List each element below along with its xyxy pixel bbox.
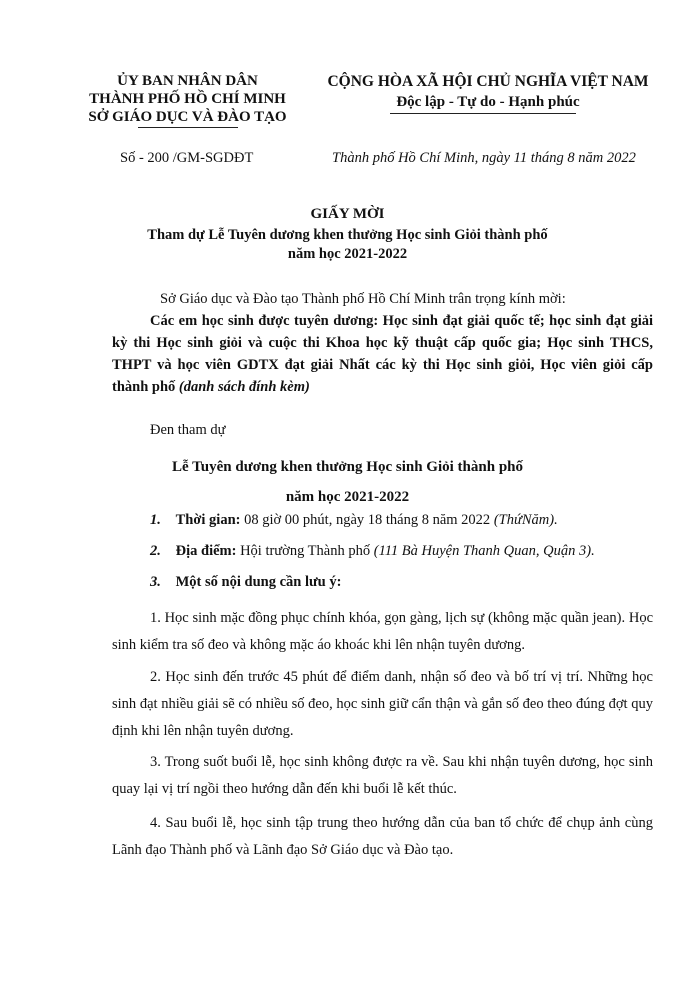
event-name	[0, 452, 695, 512]
org-line-2: THÀNH PHỐ HỒ CHÍ MINH	[89, 91, 286, 107]
recipients-attachment-note: (danh sách đính kèm)	[178, 379, 310, 395]
item-venue-note: (111 Bà Huyện Thanh Quan, Quận 3).	[373, 543, 595, 559]
item-time-value: 08 giờ 00 phút, ngày 18 tháng 8 năm 2022	[244, 512, 491, 528]
item-venue-number: 2.	[150, 543, 161, 559]
item-time	[150, 512, 558, 529]
org-line-1: ỦY BAN NHÂN DÂN	[117, 73, 258, 89]
subtitle-line-2: năm học 2021-2022	[287, 246, 408, 262]
national-heading	[318, 72, 658, 112]
subtitle-line-1: Tham dự Lễ Tuyên dương khen thưởng Học sinh Giỏi thành phố	[147, 227, 548, 243]
item-notes-label: Một số nội dung cần lưu ý:	[175, 574, 342, 590]
item-venue	[150, 543, 595, 560]
motto-underline	[390, 113, 576, 114]
item-time-note: (ThứNăm).	[493, 512, 558, 528]
item-notes-number: 3.	[150, 574, 161, 590]
recipients-text: Các em học sinh được tuyên dương: Học sinh đạt giải quốc tế; học sinh đạt giải kỳ thi Học sinh giỏi và cuộc thi Khoa học kỹ thuật cấp quốc gia; Học sinh THCS, THPT và học viên GDTX đạt giải Nhất các kỳ thi Học sinh giỏi, Học viên giỏi cấp thành phố	[112, 313, 653, 395]
document-title: GIẤY MỜI	[310, 206, 385, 222]
event-line-1: Lễ Tuyên dương khen thưởng Học sinh Giỏi thành phố	[172, 459, 523, 475]
note-paragraph-1: 1. Học sinh mặc đồng phục chính khóa, gọn gàng, lịch sự (không mặc quần jean). Học sinh kiểm tra số đeo và không mặc áo khoác khi lên nhận tuyên dương.	[112, 610, 653, 653]
item-time-label: Thời gian:	[175, 512, 241, 528]
event-line-2: năm học 2021-2022	[285, 489, 410, 505]
document-subtitle	[0, 226, 695, 264]
invitation-line: Sở Giáo dục và Đào tạo Thành phố Hồ Chí Minh trân trọng kính mời:	[160, 291, 566, 307]
org-line-3: SỞ GIÁO DỤC VÀ ĐÀO TẠO	[88, 109, 287, 125]
issuing-organization	[85, 72, 290, 126]
item-venue-value: Hội trường Thành phố	[240, 543, 371, 559]
national-motto: Độc lập - Tự do - Hạnh phúc	[396, 94, 580, 110]
place-date: Thành phố Hồ Chí Minh, ngày 11 tháng 8 năm 2022	[332, 150, 636, 166]
recipients-paragraph	[112, 310, 653, 398]
attend-line: Đen tham dự	[150, 422, 226, 438]
item-notes-heading	[150, 574, 341, 591]
item-venue-label: Địa điểm:	[175, 543, 237, 559]
document-number: Số - 200 /GM-SGDĐT	[120, 150, 254, 166]
item-time-number: 1.	[150, 512, 161, 528]
note-paragraph-3: 3. Trong suốt buổi lễ, học sinh không được ra về. Sau khi nhận tuyên dương, học sinh quay lại vị trí ngồi theo hướng dẫn đến khi buổi lễ kết thúc.	[112, 754, 653, 797]
org-underline	[138, 127, 238, 128]
note-paragraph-2: 2. Học sinh đến trước 45 phút để điểm danh, nhận số đeo và bố trí vị trí. Những học sinh đạt nhiều giải sẽ có nhiều số đeo, học sinh giữ cẩn thận và gắn số đeo theo đúng đợt quy định khi lên nhận tuyên dương.	[112, 669, 653, 739]
nation-name: CỘNG HÒA XÃ HỘI CHỦ NGHĨA VIỆT NAM	[327, 73, 649, 90]
note-paragraph-4: 4. Sau buổi lễ, học sinh tập trung theo hướng dẫn của ban tổ chức để chụp ảnh cùng Lãnh đạo Thành phố và Lãnh đạo Sở Giáo dục và Đào tạo.	[112, 815, 653, 858]
